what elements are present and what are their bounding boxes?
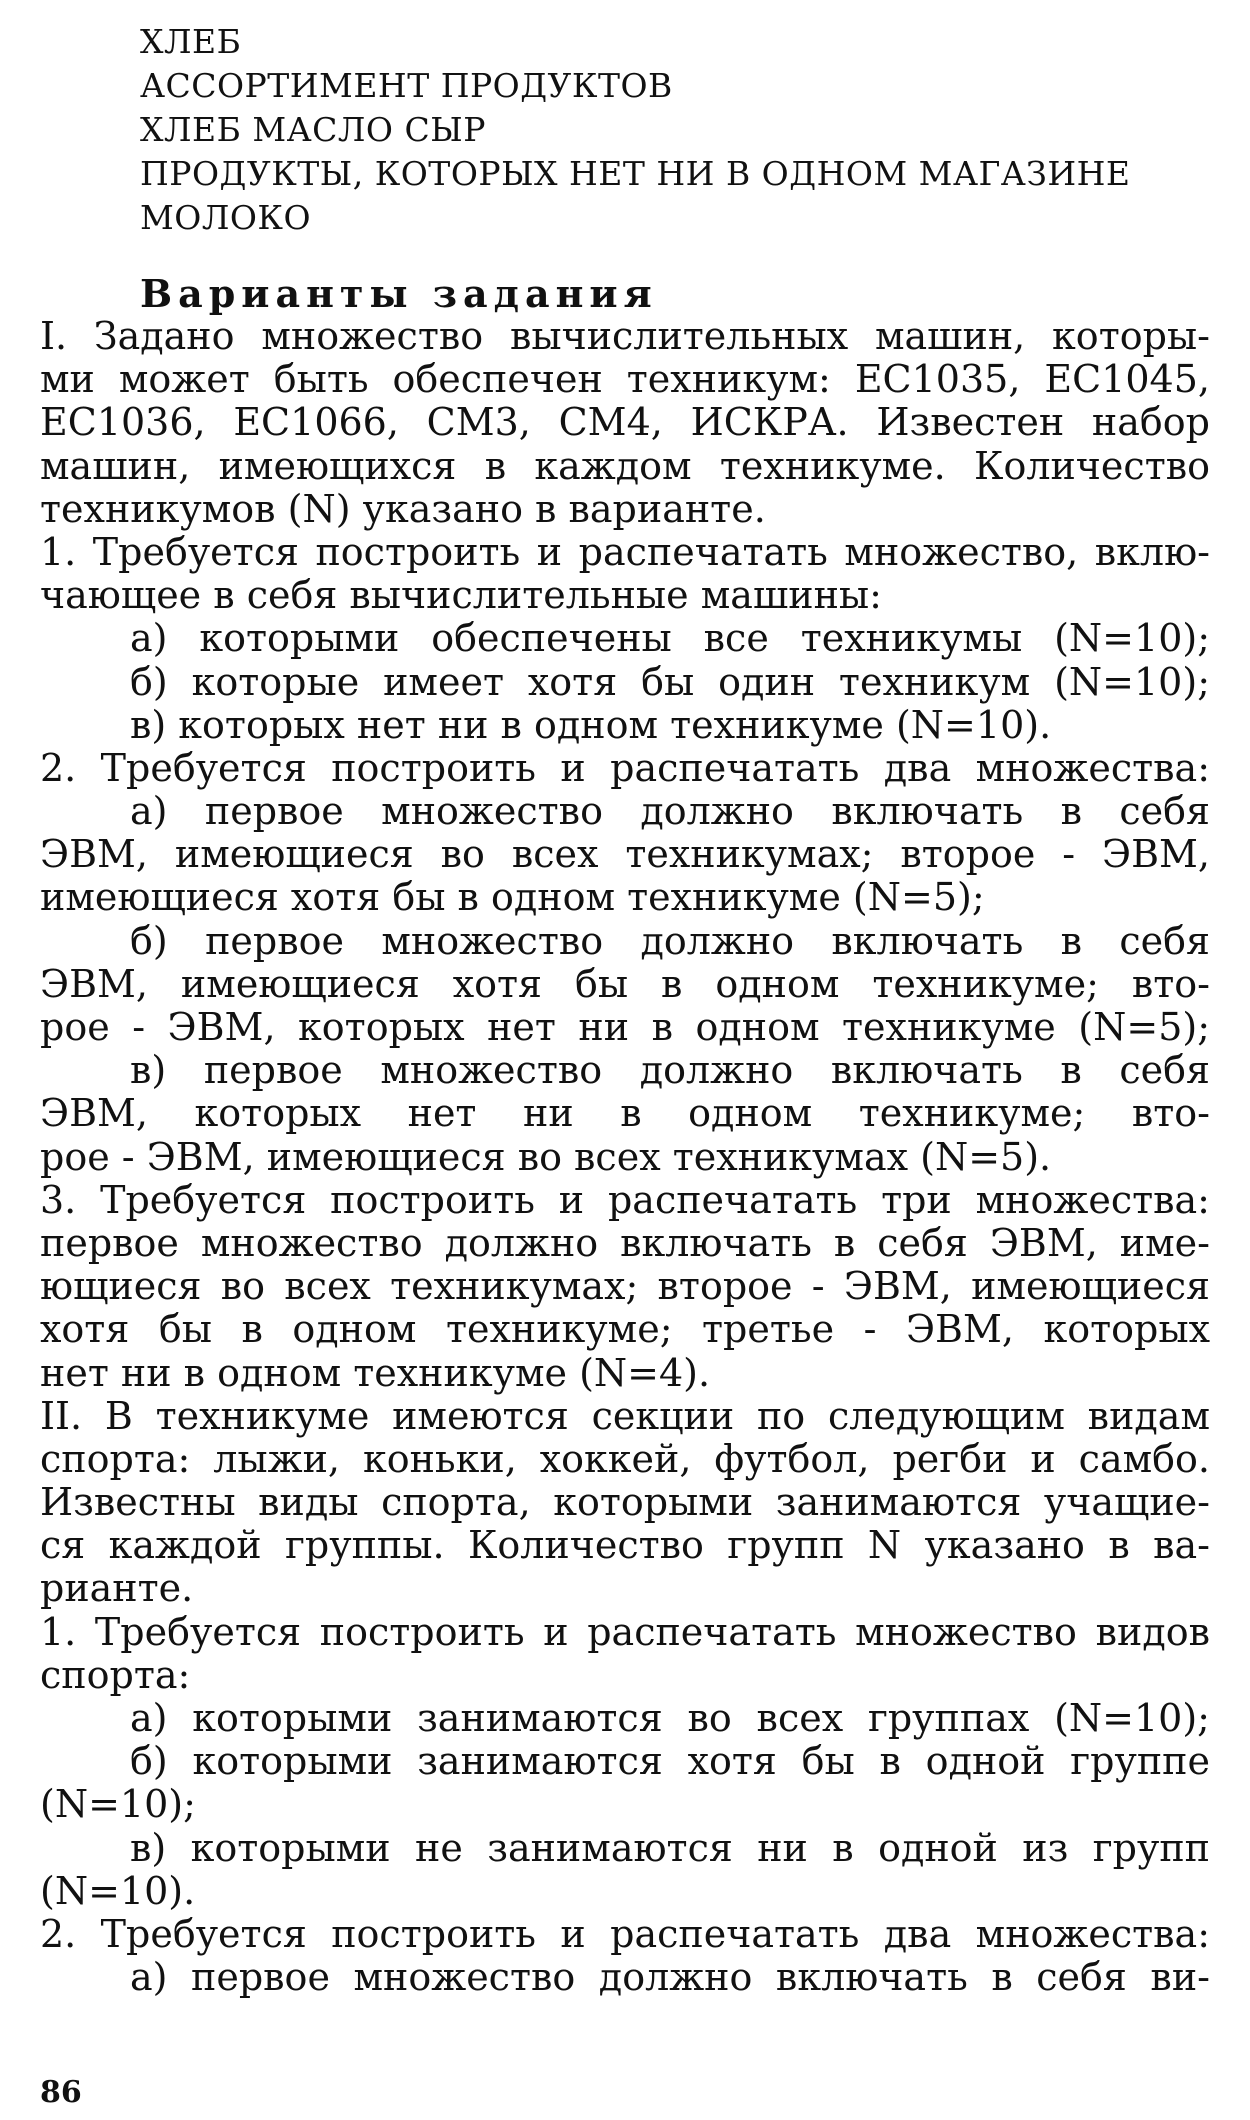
text-line: имеющиеся хотя бы в одном техникуме (N=5); <box>40 875 985 920</box>
text-line: в) первое множество должно включать в себя <box>130 1048 1210 1093</box>
listing-line: ХЛЕБ <box>140 22 242 61</box>
text-line: а) которыми обеспечены все техникумы (N=10); <box>130 616 1210 661</box>
text-line: первое множество должно включать в себя ЭВМ, име- <box>40 1220 1210 1265</box>
text-line: ЭВМ, имеющиеся во всех техникумах; второе - ЭВМ, <box>40 832 1210 877</box>
text-line: в) которыми не занимаются ни в одной из групп <box>130 1825 1210 1870</box>
output-listing <box>140 20 1190 240</box>
text-line: а) первое множество должно включать в себя <box>130 789 1210 834</box>
text-line: (N=10). <box>40 1868 196 1913</box>
text-line: 2. Требуется построить и распечатать два множества: <box>40 745 1210 790</box>
text-line: б) первое множество должно включать в себя <box>130 918 1210 963</box>
text-line: 2. Требуется построить и распечатать два множества: <box>40 1911 1210 1956</box>
section-heading: Варианты задания <box>140 271 658 316</box>
text-line: нет ни в одном техникуме (N=4). <box>40 1350 711 1395</box>
page-number: 86 <box>40 2075 82 2110</box>
text-line: ми может быть обеспечен техникум: ЕС1035, ЕС1045, <box>40 357 1210 402</box>
text-line: ющиеся во всех техникумах; второе - ЭВМ, имеющиеся <box>40 1264 1210 1309</box>
text-line: а) первое множество должно включать в себя ви- <box>130 1955 1210 2000</box>
text-line: 3. Требуется построить и распечатать три множества: <box>40 1177 1210 1222</box>
text-line: ЭВМ, имеющиеся хотя бы в одном техникуме; вто- <box>40 961 1210 1006</box>
listing-line: ХЛЕБ МАСЛО СЫР <box>140 110 486 149</box>
text-line: техникумов (N) указано в варианте. <box>40 486 766 531</box>
text-line: II. В техникуме имеются секции по следующим видам <box>40 1393 1210 1438</box>
text-line: б) которые имеет хотя бы один техникум (N=10); <box>130 659 1210 704</box>
listing-line: МОЛОКО <box>140 198 312 237</box>
text-line: 1. Требуется построить и распечатать множество видов <box>40 1609 1210 1654</box>
text-line: чающее в себя вычислительные машины: <box>40 573 882 618</box>
text-line: ЕС1036, ЕС1066, СМ3, СМ4, ИСКРА. Известен набор <box>40 400 1210 445</box>
text-line: в) которых нет ни в одном техникуме (N=10). <box>130 702 1052 747</box>
text-line: рианте. <box>40 1566 194 1611</box>
text-line: Известны виды спорта, которыми занимаются учащие- <box>40 1480 1210 1525</box>
text-line: спорта: <box>40 1652 191 1697</box>
text-line: а) которыми занимаются во всех группах (N=10); <box>130 1696 1210 1740</box>
text-line: б) которыми занимаются хотя бы в одной группе <box>130 1739 1210 1784</box>
text-line: спорта: лыжи, коньки, хоккей, футбол, регби и самбо. <box>40 1436 1210 1481</box>
text-line: (N=10); <box>40 1782 196 1827</box>
text-line: ЭВМ, которых нет ни в одном техникуме; вто- <box>40 1091 1210 1136</box>
text-line: хотя бы в одном техникуме; третье - ЭВМ, которых <box>40 1307 1210 1352</box>
text-line: рое - ЭВМ, имеющиеся во всех техникумах (N=5). <box>40 1134 1052 1179</box>
body-text <box>40 315 1210 1999</box>
text-line: рое - ЭВМ, которых нет ни в одном техникуме (N=5); <box>40 1005 1210 1049</box>
listing-line: АССОРТИМЕНТ ПРОДУКТОВ <box>140 66 673 105</box>
listing-line: ПРОДУКТЫ, КОТОРЫХ НЕТ НИ В ОДНОМ МАГАЗИНЕ <box>140 154 1131 193</box>
text-line: 1. Требуется построить и распечатать множество, вклю- <box>40 529 1210 574</box>
text-line: машин, имеющихся в каждом техникуме. Количество <box>40 443 1210 488</box>
text-line: I. Задано множество вычислительных машин, которы- <box>40 314 1210 358</box>
text-line: ся каждой группы. Количество групп N указано в ва- <box>40 1523 1210 1568</box>
